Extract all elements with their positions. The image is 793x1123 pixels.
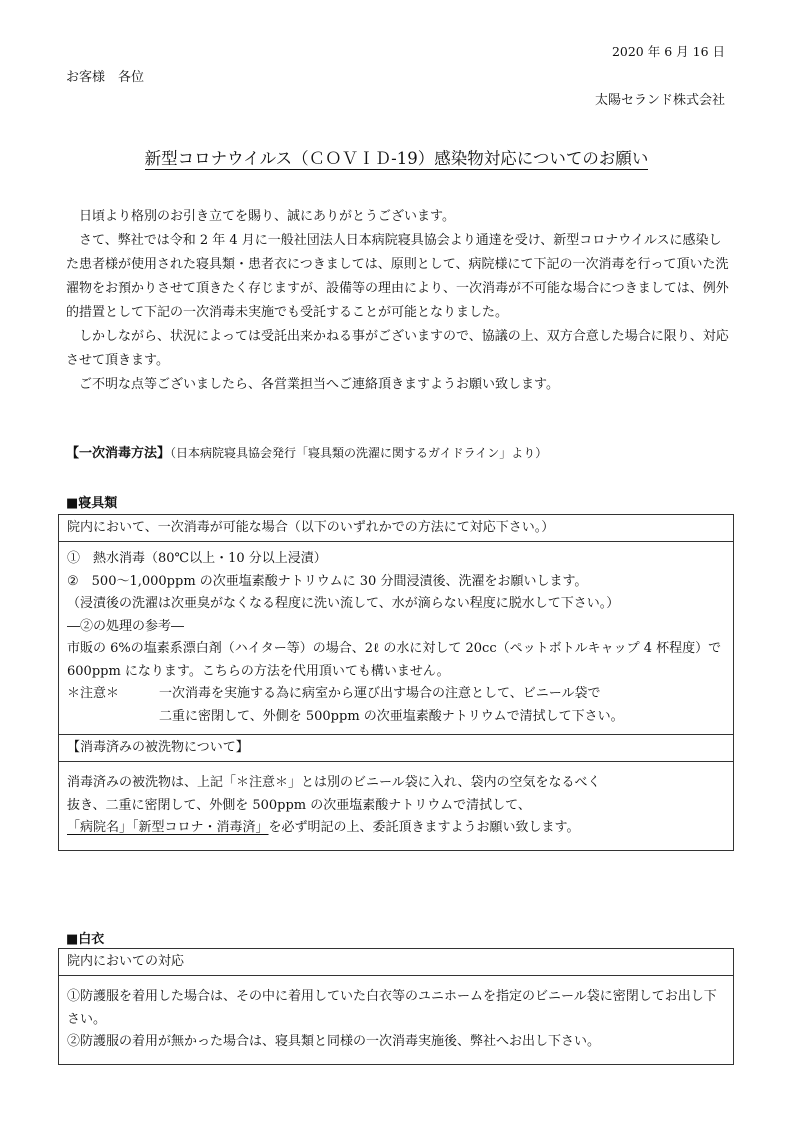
disinfected-body xyxy=(59,762,733,850)
whitecoat-item-2: ②防護服の着用が無かった場合は、寝具類と同様の一次消毒実施後、弊社へお出し下さい。 xyxy=(67,1034,601,1049)
caution-label: ＊注意＊ xyxy=(67,686,120,701)
method-heading xyxy=(66,442,547,461)
document-date: 2020 年 6 月 16 日 xyxy=(611,44,725,59)
whitecoat-item-1: ①防護服を着用した場合は、その中に着用していた白衣等のユニホームを指定のビニール袋に密閉してお出し下さい。 xyxy=(67,989,717,1027)
intro-paragraph: しかしながら、状況によっては受託出来かねる事がございますので、協議の上、双方合意した場合に限り、対応させて頂きます。 xyxy=(66,329,729,368)
whitecoat-box-header: 院内においての対応 xyxy=(59,949,733,976)
whitecoat-box xyxy=(58,948,734,1065)
bedding-box-header: 院内において、一次消毒が可能な場合（以下のいずれかでの方法にて対応下さい。） xyxy=(59,515,733,542)
reference-text: 市販の 6%の塩素系漂白剤（ハイター等）の場合、2ℓ の水に対して 20cc（ペットボトルキャップ 4 杯程度）で 600ppm になります。こちらの方法を代用頂いても構いません。 xyxy=(67,641,722,679)
bedding-methods xyxy=(59,542,733,735)
document-title-text: 新型コロナウイルス（ＣＯＶＩＤ-19）感染物対応についてのお願い xyxy=(144,149,649,168)
method-item-2: ② 500～1,000ppm の次亜塩素酸ナトリウムに 30 分間浸漬後、洗濯をお願いします。 xyxy=(67,573,588,589)
intro-paragraph: 日頃より格別のお引き立てを賜り、誠にありがとうございます。 xyxy=(79,209,455,224)
bedding-heading: ■寝具類 xyxy=(66,496,118,511)
addressee: お客様 各位 xyxy=(66,70,145,85)
caution-text xyxy=(159,683,624,728)
caution-note xyxy=(67,683,725,728)
company-name: 太陽セランド株式会社 xyxy=(594,93,725,108)
label-requirement: 「病院名」「新型コロナ・消毒済」 xyxy=(67,820,269,835)
document-title xyxy=(0,145,793,169)
intro-paragraph: さて、弊社では令和 2 年 4 月に一般社団法人日本病院寝具協会より通達を受け、新型コロナウイルスに感染した患者様が使用された寝具類・患者衣につきましては、原則として、病院様にて下記の一次消毒を行って頂いた洗濯物をお預かりさせて頂きたく存じますが、設備等の理由により、一次消毒が不可能な場合につきましては、例外的措置として下記の一次消毒未実施でも受託することが可能となりました。 xyxy=(66,233,729,320)
disinfected-header: 【消毒済みの被洗物について】 xyxy=(59,735,733,762)
caution-line: 一次消毒を実施する為に病室から運び出す場合の注意として、ビニール袋で xyxy=(159,686,601,701)
disinfected-line-rest: を必ず明記の上、委託頂きますようお願い致します。 xyxy=(268,820,580,835)
caution-line: 二重に密閉して、外側を 500ppm の次亜塩素酸ナトリウムで清拭して下さい。 xyxy=(159,708,624,724)
intro-text xyxy=(66,205,730,397)
whitecoat-heading: ■白衣 xyxy=(66,932,105,947)
intro-paragraph: ご不明な点等ございましたら、各営業担当へご連絡頂きますようお願い致します。 xyxy=(79,377,559,392)
whitecoat-body xyxy=(59,976,733,1064)
method-item-2-note: （浸漬後の洗濯は次亜臭がなくなる程度に洗い流して、水が滴らない程度に脱水して下さい。） xyxy=(67,596,620,611)
disinfected-line: 抜き、二重に密閉して、外側を 500ppm の次亜塩素酸ナトリウムで清拭して、 xyxy=(67,797,531,813)
reference-heading: ―②の処理の参考― xyxy=(67,618,185,634)
method-item-1: ① 熱水消毒（80℃以上・10 分以上浸漬） xyxy=(67,551,327,566)
disinfected-line: 消毒済みの被洗物は、上記「＊注意＊」とは別のビニール袋に入れ、袋内の空気をなるべく xyxy=(67,775,601,790)
disinfected-line xyxy=(67,817,725,840)
method-source: （日本病院寝具協会発行「寝具類の洗濯に関するガイドライン」より） xyxy=(170,446,548,460)
method-title: 【一次消毒方法】 xyxy=(66,446,171,461)
bedding-box xyxy=(58,514,734,851)
